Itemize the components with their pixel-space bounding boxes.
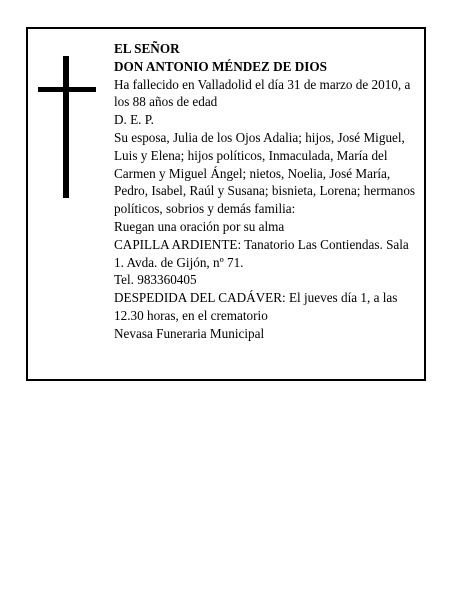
phone-number: Tel. 983360405 — [114, 272, 197, 288]
cross-vertical-bar — [63, 56, 69, 198]
obituary-notice — [26, 27, 426, 381]
funeral-home: Nevasa Funeraria Municipal — [114, 325, 265, 341]
chapel-info: CAPILLA ARDIENTE: Tanatorio Las Contiendas. Sala 1. Avda. de Gijón, nº 71. — [114, 236, 409, 270]
family-list: Su esposa, Julia de los Ojos Adalia; hijos, José Miguel, Luis y Elena; hijos políticos, Inmaculada, María del Carmen y Miguel Ángel; nietos, Noelia, José María, Pedro, Isabel, Raúl y Susana; bisnieta, Lorena; hermanos políticos, sobrios y demás familia: — [114, 129, 416, 217]
deceased-name: DON ANTONIO MÉNDEZ DE DIOS — [114, 58, 327, 74]
rest-in-peace: D. E. P. — [114, 112, 154, 128]
death-info: Ha fallecido en Valladolid el día 31 de marzo de 2010, a los 88 años de edad — [114, 76, 411, 110]
cross-icon — [38, 56, 96, 198]
farewell-info: DESPEDIDA DEL CADÁVER: El jueves día 1, a las 12.30 horas, en el crematorio — [114, 290, 398, 323]
cross-horizontal-bar — [38, 87, 96, 92]
prayer-request: Ruegan una oración por su alma — [114, 218, 285, 234]
notice-text — [114, 40, 419, 343]
notice-title: EL SEÑOR — [114, 41, 180, 56]
